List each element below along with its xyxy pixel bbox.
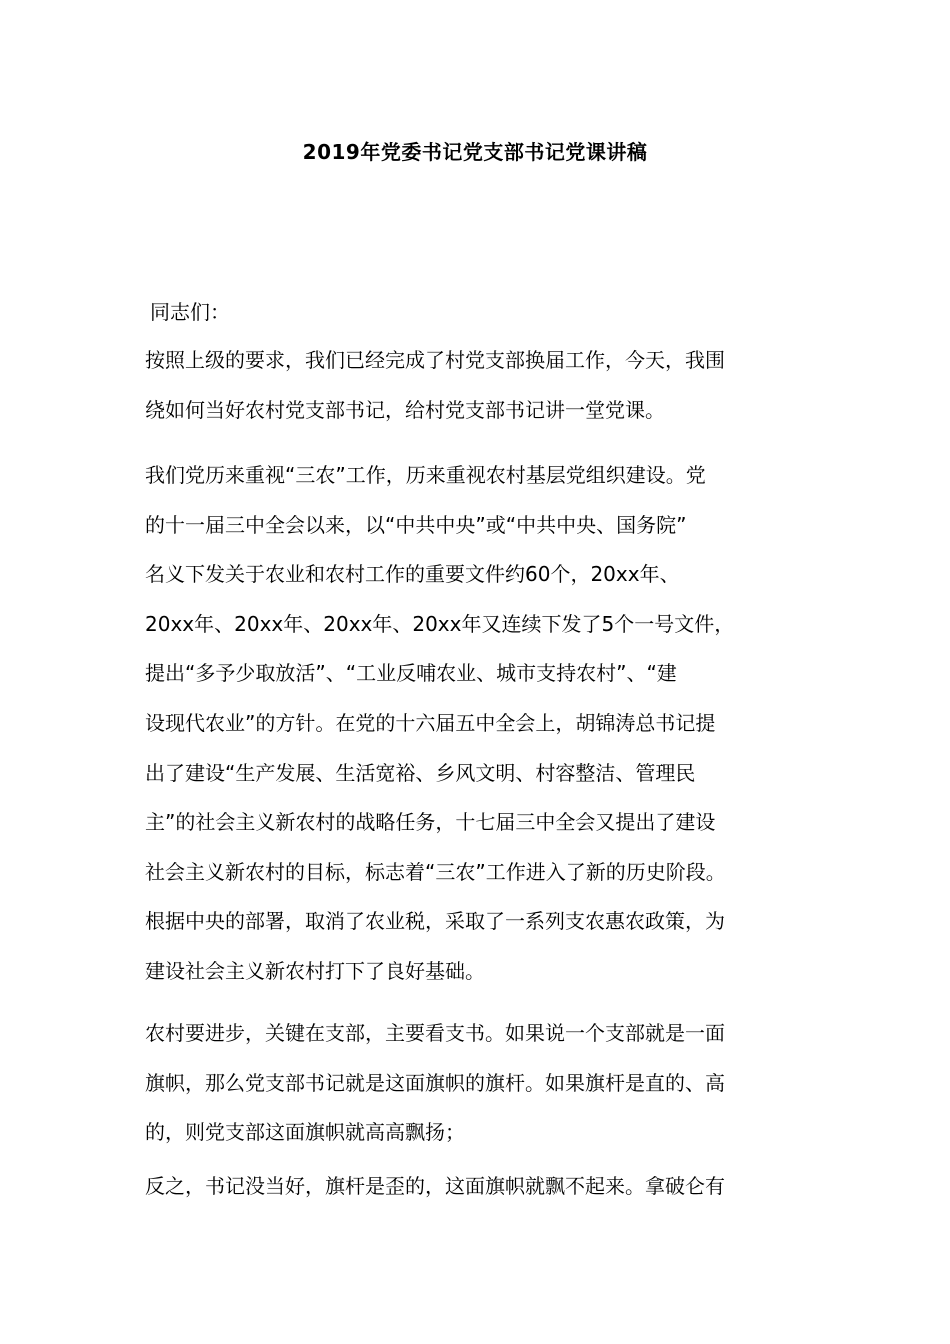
paragraph-line: 的，则党支部这面旗帜就高高飘扬； [145, 1120, 465, 1145]
paragraph-line: 绕如何当好农村党支部书记，给村党支部书记讲一堂党课。 [145, 397, 665, 422]
paragraph-line: 出了建设“生产发展、生活宽裕、乡风文明、村容整洁、管理民 [145, 760, 696, 785]
paragraph-1 [145, 336, 835, 435]
paragraph-line: 根据中央的部署，取消了农业税，采取了一系列支农惠农政策，为 [145, 909, 725, 934]
paragraph-line: 的十一届三中全会以来，以“中共中央”或“中共中央、国务院” [145, 512, 687, 537]
paragraph-line: 社会主义新农村的目标，标志着“三农”工作进入了新的历史阶段。 [145, 859, 726, 884]
paragraph-2 [145, 451, 835, 997]
paragraph-line: 农村要进步，关键在支部，主要看支书。如果说一个支部就是一面 [145, 1021, 725, 1045]
salutation: 同志们： [150, 300, 230, 324]
paragraph-line: 按照上级的要求，我们已经完成了村党支部换届工作，今天，我围 [145, 348, 725, 372]
paragraph-3 [145, 1009, 835, 1158]
paragraph-line: 建设社会主义新农村打下了良好基础。 [145, 958, 485, 983]
paragraph-line: 我们党历来重视“三农”工作，历来重视农村基层党组织建设。党 [145, 463, 706, 487]
paragraph-line: 反之，书记没当好，旗杆是歪的，这面旗帜就飘不起来。拿破仑有 [145, 1174, 725, 1198]
paragraph-line: 旗帜，那么党支部书记就是这面旗帜的旗杆。如果旗杆是直的、高 [145, 1070, 725, 1095]
paragraph-line: 名义下发关于农业和农村工作的重要文件约60个，20xx年、 [145, 562, 680, 587]
paragraph-line: 主”的社会主义新农村的战略任务，十七届三中全会又提出了建设 [145, 810, 716, 835]
paragraph-line: 提出“多予少取放活”、“工业反哺农业、城市支持农村”、“建 [145, 661, 677, 686]
paragraph-line: 设现代农业”的方针。在党的十六届五中全会上，胡锦涛总书记提 [145, 710, 716, 735]
document-title: 2019年党委书记党支部书记党课讲稿 [302, 140, 648, 164]
paragraph-4 [145, 1162, 835, 1212]
paragraph-line: 20xx年、20xx年、20xx年、20xx年又连续下发了5个一号文件， [145, 611, 735, 636]
